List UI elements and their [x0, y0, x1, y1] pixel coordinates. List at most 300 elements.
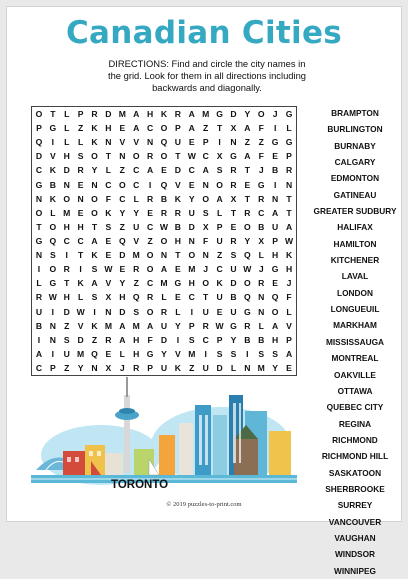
grid-letter[interactable]: A [285, 348, 293, 359]
grid-letter[interactable]: A [160, 264, 168, 275]
grid-letter[interactable]: G [35, 235, 43, 246]
grid-letter[interactable]: S [63, 334, 70, 345]
grid-letter[interactable]: Z [119, 221, 125, 232]
grid-letter[interactable]: C [119, 193, 126, 204]
grid-letter[interactable]: I [65, 250, 68, 261]
grid-letter[interactable]: U [202, 362, 209, 373]
grid-letter[interactable]: Z [91, 334, 98, 345]
grid-letter[interactable]: C [77, 235, 84, 246]
grid-letter[interactable]: S [216, 348, 223, 359]
grid-letter[interactable]: L [50, 207, 56, 218]
grid-letter[interactable]: R [146, 193, 154, 204]
grid-letter[interactable]: L [64, 123, 70, 134]
grid-letter[interactable]: V [175, 179, 181, 190]
grid-letter[interactable]: L [64, 109, 70, 120]
grid-letter[interactable]: K [91, 123, 98, 134]
grid-letter[interactable]: D [119, 250, 126, 261]
grid-letter[interactable]: A [244, 123, 251, 134]
grid-letter[interactable]: I [148, 179, 152, 190]
grid-letter[interactable]: Y [188, 193, 195, 204]
grid-letter[interactable]: W [159, 221, 169, 232]
grid-letter[interactable]: O [202, 278, 210, 289]
grid-letter[interactable]: Y [244, 109, 251, 120]
grid-letter[interactable]: O [49, 264, 57, 275]
grid-letter[interactable]: R [244, 207, 251, 218]
grid-letter[interactable]: B [230, 292, 237, 303]
grid-letter[interactable]: N [272, 193, 279, 204]
grid-letter[interactable]: F [286, 292, 292, 303]
grid-letter[interactable]: P [216, 334, 223, 345]
grid-letter[interactable]: C [188, 292, 195, 303]
grid-letter[interactable]: W [48, 292, 57, 303]
grid-letter[interactable]: O [216, 179, 223, 190]
grid-letter[interactable]: Y [77, 362, 84, 373]
grid-letter[interactable]: P [175, 123, 181, 134]
grid-letter[interactable]: T [78, 250, 84, 261]
grid-letter[interactable]: R [105, 334, 112, 345]
grid-letter[interactable]: N [49, 334, 56, 345]
grid-letter[interactable]: I [37, 334, 41, 345]
grid-letter[interactable]: E [105, 348, 112, 359]
grid-letter[interactable]: H [146, 109, 154, 120]
grid-letter[interactable]: S [188, 334, 195, 345]
grid-letter[interactable]: L [64, 137, 70, 148]
grid-letter[interactable]: I [51, 306, 55, 317]
grid-letter[interactable]: A [188, 109, 195, 120]
grid-letter[interactable]: G [285, 109, 293, 120]
grid-letter[interactable]: T [105, 151, 112, 162]
grid-letter[interactable]: O [244, 278, 251, 289]
grid-letter[interactable]: Z [64, 320, 70, 331]
grid-letter[interactable]: G [49, 278, 57, 289]
grid-letter[interactable]: G [216, 109, 223, 120]
grid-letter[interactable]: V [119, 137, 126, 148]
grid-letter[interactable]: C [146, 278, 154, 289]
grid-letter[interactable]: U [35, 306, 43, 317]
grid-letter[interactable]: Y [175, 320, 181, 331]
grid-letter[interactable]: L [161, 292, 167, 303]
grid-letter[interactable]: B [35, 320, 43, 331]
grid-letter[interactable]: A [285, 221, 293, 232]
grid-letter[interactable]: L [286, 123, 292, 134]
grid-letter[interactable]: M [202, 109, 210, 120]
grid-letter[interactable]: F [258, 151, 264, 162]
grid-letter[interactable]: Q [160, 179, 168, 190]
grid-letter[interactable]: P [36, 123, 42, 134]
grid-letter[interactable]: T [175, 151, 181, 162]
grid-letter[interactable]: A [272, 207, 279, 218]
grid-letter[interactable]: O [160, 123, 168, 134]
grid-letter[interactable]: Y [133, 207, 140, 218]
grid-letter[interactable]: T [230, 207, 237, 218]
grid-letter[interactable]: Q [244, 292, 251, 303]
grid-letter[interactable]: N [160, 250, 168, 261]
grid-letter[interactable]: V [49, 151, 56, 162]
grid-letter[interactable]: G [285, 137, 293, 148]
grid-letter[interactable]: E [216, 306, 223, 317]
grid-letter[interactable]: L [78, 137, 84, 148]
grid-letter[interactable]: O [271, 306, 279, 317]
grid-letter[interactable]: A [91, 235, 98, 246]
grid-letter[interactable]: X [216, 151, 223, 162]
grid-letter[interactable]: C [202, 151, 209, 162]
grid-letter[interactable]: D [119, 306, 126, 317]
grid-letter[interactable]: H [63, 221, 70, 232]
grid-letter[interactable]: O [160, 151, 168, 162]
grid-letter[interactable]: I [93, 306, 96, 317]
grid-letter[interactable]: S [230, 348, 237, 359]
grid-letter[interactable]: H [188, 278, 195, 289]
grid-letter[interactable]: E [188, 137, 195, 148]
grid-letter[interactable]: I [79, 264, 82, 275]
grid-letter[interactable]: Q [160, 137, 168, 148]
grid-letter[interactable]: H [119, 292, 126, 303]
grid-letter[interactable]: S [91, 264, 98, 275]
grid-letter[interactable]: E [105, 235, 112, 246]
grid-letter[interactable]: X [105, 292, 112, 303]
grid-letter[interactable]: R [258, 193, 265, 204]
grid-letter[interactable]: N [258, 306, 265, 317]
grid-letter[interactable]: E [286, 362, 292, 373]
grid-letter[interactable]: W [187, 151, 196, 162]
grid-letter[interactable]: O [91, 207, 98, 218]
grid-letter[interactable]: G [35, 179, 43, 190]
grid-letter[interactable]: N [230, 137, 237, 148]
grid-letter[interactable]: R [174, 207, 181, 218]
grid-letter[interactable]: E [119, 123, 126, 134]
grid-letter[interactable]: R [77, 165, 84, 176]
grid-letter[interactable]: U [216, 235, 223, 246]
grid-letter[interactable]: M [160, 278, 168, 289]
grid-letter[interactable]: N [188, 235, 195, 246]
grid-letter[interactable]: K [174, 362, 181, 373]
grid-letter[interactable]: E [175, 292, 181, 303]
grid-letter[interactable]: P [77, 109, 84, 120]
grid-letter[interactable]: S [105, 221, 112, 232]
grid-letter[interactable]: O [91, 151, 98, 162]
grid-letter[interactable]: U [160, 320, 168, 331]
grid-letter[interactable]: F [203, 235, 209, 246]
grid-letter[interactable]: Q [118, 235, 126, 246]
grid-letter[interactable]: J [203, 264, 209, 275]
grid-letter[interactable]: F [147, 334, 153, 345]
grid-letter[interactable]: J [258, 165, 264, 176]
grid-letter[interactable]: X [105, 362, 112, 373]
grid-letter[interactable]: I [176, 334, 180, 345]
grid-letter[interactable]: M [132, 250, 140, 261]
grid-letter[interactable]: O [146, 306, 154, 317]
grid-letter[interactable]: G [174, 278, 182, 289]
grid-letter[interactable]: P [188, 320, 195, 331]
grid-letter[interactable]: K [160, 109, 168, 120]
grid-letter[interactable]: G [230, 151, 237, 162]
grid-letter[interactable]: H [133, 348, 140, 359]
grid-letter[interactable]: U [133, 221, 140, 232]
grid-letter[interactable]: X [258, 235, 265, 246]
grid-letter[interactable]: F [258, 123, 264, 134]
grid-letter[interactable]: S [133, 306, 140, 317]
grid-letter[interactable]: J [272, 109, 278, 120]
grid-letter[interactable]: M [188, 348, 196, 359]
grid-letter[interactable]: T [36, 221, 42, 232]
grid-letter[interactable]: U [160, 362, 168, 373]
grid-letter[interactable]: Y [272, 362, 279, 373]
grid-letter[interactable]: L [105, 165, 112, 176]
grid-letter[interactable]: Z [119, 165, 125, 176]
grid-letter[interactable]: T [244, 165, 250, 176]
grid-letter[interactable]: W [215, 320, 224, 331]
grid-letter[interactable]: O [63, 193, 71, 204]
grid-letter[interactable]: L [230, 362, 237, 373]
grid-letter[interactable]: U [174, 137, 181, 148]
grid-letter[interactable]: R [258, 278, 265, 289]
grid-letter[interactable]: C [202, 334, 209, 345]
grid-letter[interactable]: U [188, 207, 195, 218]
grid-letter[interactable]: C [133, 165, 140, 176]
grid-letter[interactable]: P [147, 362, 153, 373]
grid-letter[interactable]: T [175, 250, 181, 261]
grid-letter[interactable]: S [258, 348, 265, 359]
grid-letter[interactable]: Y [244, 235, 251, 246]
grid-letter[interactable]: Q [91, 348, 98, 359]
grid-letter[interactable]: Z [258, 137, 264, 148]
grid-letter[interactable]: S [216, 165, 223, 176]
grid-letter[interactable]: C [35, 362, 43, 373]
grid-letter[interactable]: U [202, 306, 209, 317]
grid-letter[interactable]: G [271, 137, 279, 148]
grid-letter[interactable]: U [216, 292, 223, 303]
grid-letter[interactable]: U [272, 221, 279, 232]
grid-letter[interactable]: A [133, 109, 140, 120]
grid-letter[interactable]: W [104, 264, 113, 275]
grid-letter[interactable]: L [216, 207, 223, 218]
grid-letter[interactable]: R [230, 179, 237, 190]
grid-letter[interactable]: P [49, 362, 56, 373]
grid-letter[interactable]: I [218, 137, 221, 148]
grid-letter[interactable]: K [216, 278, 223, 289]
grid-letter[interactable]: V [105, 278, 112, 289]
grid-letter[interactable]: X [230, 193, 237, 204]
grid-letter[interactable]: E [188, 179, 195, 190]
grid-letter[interactable]: Z [147, 235, 153, 246]
grid-letter[interactable]: T [50, 109, 56, 120]
grid-letter[interactable]: H [105, 123, 112, 134]
grid-letter[interactable]: K [49, 165, 56, 176]
grid-letter[interactable]: R [146, 151, 154, 162]
grid-letter[interactable]: A [202, 165, 209, 176]
grid-letter[interactable]: R [230, 165, 237, 176]
grid-letter[interactable]: L [133, 193, 139, 204]
grid-letter[interactable]: N [91, 179, 98, 190]
grid-letter[interactable]: Z [189, 362, 195, 373]
grid-letter[interactable]: M [188, 264, 196, 275]
grid-letter[interactable]: E [77, 179, 84, 190]
grid-letter[interactable]: P [286, 334, 292, 345]
grid-letter[interactable]: I [246, 348, 249, 359]
grid-letter[interactable]: K [105, 207, 112, 218]
grid-letter[interactable]: P [286, 151, 292, 162]
grid-letter[interactable]: O [244, 221, 251, 232]
grid-letter[interactable]: K [91, 320, 98, 331]
grid-letter[interactable]: E [161, 165, 167, 176]
grid-letter[interactable]: D [174, 165, 181, 176]
grid-letter[interactable]: T [286, 193, 292, 204]
grid-letter[interactable]: I [204, 348, 207, 359]
grid-letter[interactable]: V [133, 235, 140, 246]
grid-letter[interactable]: E [147, 207, 153, 218]
grid-letter[interactable]: L [119, 348, 125, 359]
grid-letter[interactable]: N [202, 250, 209, 261]
grid-letter[interactable]: A [91, 278, 98, 289]
grid-letter[interactable]: K [174, 193, 181, 204]
grid-letter[interactable]: H [77, 221, 84, 232]
grid-letter[interactable]: P [272, 235, 279, 246]
grid-letter[interactable]: B [258, 334, 265, 345]
grid-letter[interactable]: P [202, 137, 209, 148]
grid-letter[interactable]: C [188, 165, 195, 176]
grid-letter[interactable]: Y [230, 334, 237, 345]
grid-letter[interactable]: K [285, 250, 293, 261]
grid-letter[interactable]: L [175, 306, 181, 317]
grid-letter[interactable]: A [244, 151, 251, 162]
grid-letter[interactable]: H [63, 151, 70, 162]
grid-letter[interactable]: V [175, 348, 181, 359]
grid-letter[interactable]: R [133, 264, 140, 275]
grid-letter[interactable]: N [49, 320, 56, 331]
grid-letter[interactable]: T [216, 123, 223, 134]
grid-letter[interactable]: Z [64, 362, 70, 373]
grid-letter[interactable]: N [35, 250, 43, 261]
grid-letter[interactable]: X [230, 123, 237, 134]
grid-letter[interactable]: Q [132, 292, 140, 303]
grid-letter[interactable]: R [160, 306, 168, 317]
grid-letter[interactable]: W [284, 235, 294, 246]
grid-letter[interactable]: O [146, 264, 154, 275]
grid-letter[interactable]: H [285, 264, 293, 275]
grid-letter[interactable]: B [49, 179, 56, 190]
grid-letter[interactable]: Q [244, 250, 251, 261]
grid-letter[interactable]: R [63, 264, 70, 275]
grid-letter[interactable]: H [272, 250, 279, 261]
grid-letter[interactable]: A [133, 123, 140, 134]
grid-letter[interactable]: W [243, 264, 252, 275]
grid-letter[interactable]: E [230, 221, 237, 232]
grid-letter[interactable]: J [258, 264, 264, 275]
grid-letter[interactable]: N [105, 306, 112, 317]
grid-letter[interactable]: Z [133, 278, 139, 289]
grid-letter[interactable]: M [132, 320, 140, 331]
grid-letter[interactable]: B [272, 165, 279, 176]
grid-letter[interactable]: R [285, 165, 293, 176]
grid-letter[interactable]: R [244, 320, 251, 331]
grid-letter[interactable]: L [78, 292, 84, 303]
grid-letter[interactable]: O [160, 235, 168, 246]
grid-letter[interactable]: G [271, 264, 279, 275]
grid-letter[interactable]: A [146, 165, 154, 176]
grid-letter[interactable]: N [77, 193, 84, 204]
grid-letter[interactable]: E [119, 264, 126, 275]
grid-letter[interactable]: R [160, 207, 168, 218]
grid-letter[interactable]: N [244, 362, 251, 373]
grid-letter[interactable]: V [133, 137, 140, 148]
grid-letter[interactable]: O [146, 250, 154, 261]
grid-letter[interactable]: I [273, 123, 277, 134]
grid-letter[interactable]: H [272, 334, 279, 345]
grid-letter[interactable]: R [91, 109, 98, 120]
grid-letter[interactable]: D [188, 221, 195, 232]
grid-letter[interactable]: O [132, 151, 140, 162]
grid-letter[interactable]: R [230, 235, 237, 246]
grid-letter[interactable]: O [202, 193, 210, 204]
grid-letter[interactable]: S [77, 151, 84, 162]
grid-letter[interactable]: L [258, 320, 264, 331]
grid-letter[interactable]: O [91, 193, 98, 204]
grid-letter[interactable]: A [216, 193, 223, 204]
grid-letter[interactable]: T [286, 207, 292, 218]
grid-letter[interactable]: T [91, 221, 98, 232]
grid-letter[interactable]: D [230, 109, 237, 120]
grid-letter[interactable]: M [118, 109, 126, 120]
grid-letter[interactable]: S [91, 292, 98, 303]
grid-letter[interactable]: O [118, 179, 126, 190]
grid-letter[interactable]: N [105, 137, 112, 148]
grid-letter[interactable]: B [160, 193, 168, 204]
grid-letter[interactable]: Q [35, 137, 43, 148]
grid-letter[interactable]: Q [271, 292, 279, 303]
grid-letter[interactable]: T [244, 193, 250, 204]
grid-letter[interactable]: E [105, 250, 112, 261]
grid-letter[interactable]: M [104, 320, 112, 331]
grid-letter[interactable]: K [91, 250, 98, 261]
grid-letter[interactable]: C [63, 235, 70, 246]
grid-letter[interactable]: R [146, 292, 154, 303]
grid-letter[interactable]: G [146, 348, 154, 359]
grid-letter[interactable]: G [244, 306, 251, 317]
grid-letter[interactable]: N [91, 362, 98, 373]
grid-letter[interactable]: I [51, 137, 55, 148]
grid-letter[interactable]: I [273, 179, 277, 190]
grid-letter[interactable]: D [63, 306, 70, 317]
grid-letter[interactable]: B [258, 221, 265, 232]
grid-letter[interactable]: G [257, 179, 265, 190]
grid-letter[interactable]: Y [119, 207, 126, 218]
grid-letter[interactable]: N [285, 179, 293, 190]
grid-letter[interactable]: N [63, 179, 70, 190]
grid-letter[interactable]: Z [244, 137, 250, 148]
grid-letter[interactable]: H [133, 334, 140, 345]
grid-letter[interactable]: R [35, 292, 43, 303]
grid-letter[interactable]: B [174, 221, 181, 232]
grid-letter[interactable]: N [146, 137, 154, 148]
grid-letter[interactable]: J [286, 278, 292, 289]
grid-letter[interactable]: L [36, 278, 42, 289]
grid-letter[interactable]: O [188, 250, 196, 261]
grid-letter[interactable]: S [272, 348, 279, 359]
grid-letter[interactable]: M [257, 362, 265, 373]
grid-letter[interactable]: R [174, 109, 181, 120]
grid-letter[interactable]: I [190, 306, 193, 317]
grid-letter[interactable]: C [258, 207, 265, 218]
grid-letter[interactable]: M [63, 207, 71, 218]
grid-letter[interactable]: C [216, 264, 223, 275]
grid-letter[interactable]: L [258, 250, 264, 261]
grid-letter[interactable]: N [202, 179, 209, 190]
grid-letter[interactable]: I [37, 264, 41, 275]
grid-letter[interactable]: Y [119, 278, 126, 289]
grid-letter[interactable]: K [91, 137, 98, 148]
grid-letter[interactable]: C [105, 179, 112, 190]
grid-letter[interactable]: N [35, 193, 43, 204]
